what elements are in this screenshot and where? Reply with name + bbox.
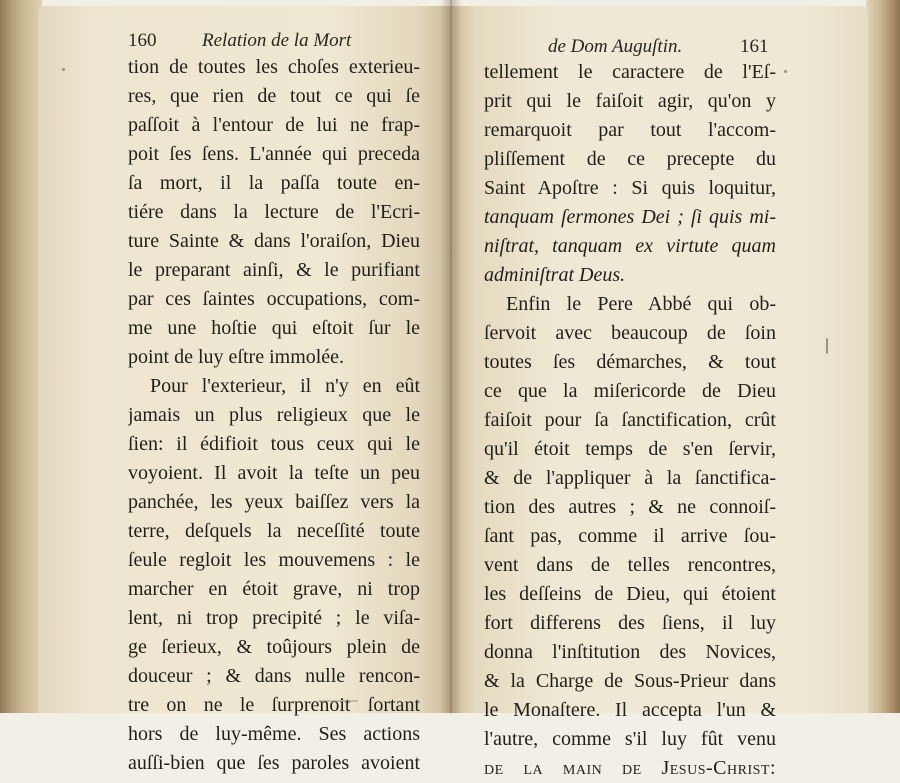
text-line: marcher en étoit grave, ni trop xyxy=(128,578,420,600)
text-line: le preparant ainſi, & le purifiant xyxy=(128,259,420,281)
text-line: ge ſerieux, & toûjours plein de xyxy=(128,636,420,658)
left-page-number: 160 xyxy=(128,30,157,51)
text-line: adminiſtrat Deus. xyxy=(484,264,626,286)
text-line: terre, deſquels la neceſſité toute xyxy=(128,520,420,542)
text-line: point de luy eſtre immolée. xyxy=(128,346,345,368)
text-line: tiére dans la lecture de l'Ecri- xyxy=(128,201,420,223)
text-line: & la Charge de Sous-Prieur dans xyxy=(484,670,776,692)
text-line: niſtrat, tanquam ex virtute quam xyxy=(484,235,776,257)
right-page-text xyxy=(484,58,776,783)
text-line: les deſſeins de Dieu, qui étoient xyxy=(484,583,776,605)
text-line: Saint Apoſtre : Si quis loquitur, xyxy=(484,177,776,199)
text-line: fort differens des ſiens, il luy xyxy=(484,612,776,634)
right-running-head: de Dom Auguſtin. xyxy=(548,36,683,57)
left-running-head: Relation de la Mort xyxy=(202,30,352,51)
text-line: tanquam ſermones Dei ; ſi quis mi- xyxy=(484,206,776,228)
text-line: tion de toutes les choſes exterieu- xyxy=(128,56,420,78)
text-line: donna l'inſtitution des Novices, xyxy=(484,641,776,663)
text-line: remarquoit par tout l'accom- xyxy=(484,119,776,141)
text-line: ſa mort, il la paſſa toute en- xyxy=(128,172,420,194)
text-line: Enfin le Pere Abbé qui ob- xyxy=(506,293,776,315)
text-line: pliſſement de ce precepte du xyxy=(484,148,776,170)
text-line: faiſoit pour ſa ſanctification, crût xyxy=(484,409,776,431)
text-line: ſervoit avec beaucoup de ſoin xyxy=(484,322,776,344)
text-line: de la main de Jesus-Christ: xyxy=(484,757,776,779)
text-line: l'autre, comme s'il luy fût venu xyxy=(484,728,776,750)
text-line: auſſi-bien que ſes paroles avoient xyxy=(128,752,420,774)
text-line: & de l'appliquer à la ſanctifica- xyxy=(484,467,776,489)
text-line: panchée, les yeux baiſſez vers la xyxy=(128,491,420,513)
paper-mark xyxy=(826,338,828,354)
text-line: Pour l'exterieur, il n'y en eût xyxy=(150,375,420,397)
text-line: tellement le caractere de l'Eſ- xyxy=(484,61,776,83)
book-edge-left xyxy=(0,0,42,713)
paper-mark xyxy=(318,700,358,702)
left-page-text xyxy=(128,53,420,778)
text-line: par ces ſaintes occupations, com- xyxy=(128,288,420,310)
text-line: ſeule regloit les mouvemens : le xyxy=(128,549,420,571)
text-line: voyoient. Il avoit la teſte un peu xyxy=(128,462,420,484)
text-line: jamais un plus religieux que le xyxy=(128,404,420,426)
book-edge-right xyxy=(866,0,900,713)
text-line: poit ſes ſens. L'année qui preceda xyxy=(128,143,420,165)
text-line: toutes ſes démarches, & tout xyxy=(484,351,776,373)
paper-speck xyxy=(62,68,65,71)
text-line: tion des autres ; & ne connoiſ- xyxy=(484,496,776,518)
text-line: douceur ; & dans nulle rencon- xyxy=(128,665,420,687)
text-line: le Monaſtere. Il accepta l'un & xyxy=(484,699,776,721)
book-gutter xyxy=(440,0,462,713)
text-line: tre on ne le ſurprenoit ſortant xyxy=(128,694,420,716)
right-page-number: 161 xyxy=(740,36,769,57)
text-line: me une hoſtie qui eſtoit ſur le xyxy=(128,317,420,339)
text-line: prit qui le faiſoit agir, qu'on y xyxy=(484,90,776,112)
text-line: qu'il étoit temps de s'en ſervir, xyxy=(484,438,776,460)
text-line: hors de luy-même. Ses actions xyxy=(128,723,420,745)
text-line: res, que rien de tout ce qui ſe xyxy=(128,85,420,107)
text-line: lent, ni trop precipité ; le viſa- xyxy=(128,607,420,629)
text-line: vent dans de telles rencontres, xyxy=(484,554,776,576)
text-line: ce que la miſericorde de Dieu xyxy=(484,380,776,402)
text-line: paſſoit à l'entour de lui ne frap- xyxy=(128,114,420,136)
text-line: ſant pas, comme il arrive ſou- xyxy=(484,525,776,547)
paper-speck xyxy=(784,70,787,73)
text-line: ſien: il édifioit tous ceux qui le xyxy=(128,433,420,455)
text-line: ture Sainte & dans l'oraiſon, Dieu xyxy=(128,230,420,252)
